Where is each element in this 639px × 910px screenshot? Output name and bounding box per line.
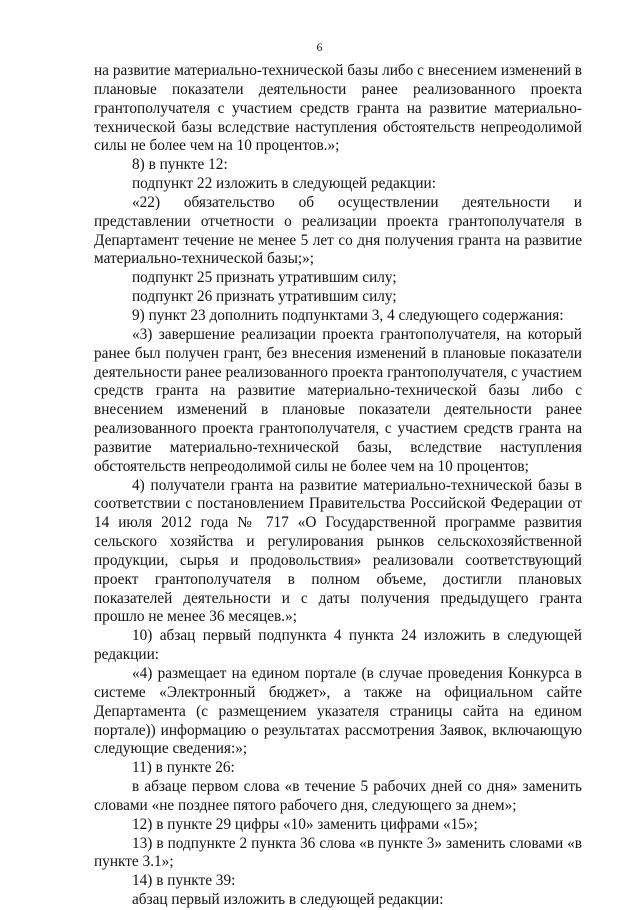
paragraph: 11) в пункте 26: [132, 759, 235, 777]
paragraph: 14) в пункте 39: [132, 872, 236, 890]
paragraph: 4) получатели гранта на развитие материально-технической базы в соответствии с постановлением Правительства Российской Федерации от 14 июля 2012 года № 717 «О Государственной программе развития сельского хозяйства и регулирования рынков сельскохозяйственной продукции, сырья и продовольствия» реализовали соответствующий проект грантополучателя в полном объеме, достигли плановых показателей деятельности и с даты получения предыдущего гранта прошло не менее 36 месяцев.»; [94, 476, 582, 626]
paragraph: «22) обязательство об осуществлении деятельности и представлении отчетности о реализации проекта грантополучателя в Департамент течение не менее 5 лет со дня получения гранта на развитие материально-технической базы;»; [94, 193, 582, 268]
paragraph: 8) в пункте 12: [132, 156, 228, 174]
paragraph: подпункт 22 изложить в следующей редакции: [132, 175, 436, 193]
paragraph: 10) абзац первый подпункта 4 пункта 24 изложить в следующей редакции: [94, 627, 582, 664]
paragraph: 13) в подпункте 2 пункта 36 слова «в пункте 3» заменить словами «в пункте 3.1»; [94, 834, 582, 871]
paragraph: «3) завершение реализации проекта грантополучателя, на который ранее был получен грант, без внесения изменений в плановые показатели деятельности ранее реализованного проекта грантополучателя, с участием средств гранта на развитие материально-технической базы либо с внесением изменений в плановые показатели деятельности ранее реализованного проекта грантополучателя, с участием средств гранта на развитие материально-технической базы, вследствие наступления обстоятельств непреодолимой силы не более чем на 10 процентов; [94, 325, 582, 475]
paragraph: 9) пункт 23 дополнить подпунктами 3, 4 следующего содержания: [132, 306, 564, 324]
paragraph: в абзаце первом слова «в течение 5 рабочих дней со дня» заменить словами «не позднее пятого рабочего дня, следующего за днем»; [94, 778, 582, 814]
page-number: 6 [316, 40, 323, 54]
paragraph: подпункт 25 признать утратившим силу; [132, 269, 397, 287]
paragraph: абзац первый изложить в следующей редакции: [132, 891, 444, 909]
paragraph: подпункт 26 признать утратившим силу; [132, 288, 397, 306]
paragraph: 12) в пункте 29 цифры «10» заменить цифрами «15»; [132, 815, 478, 833]
document-body [94, 62, 582, 910]
paragraph: «4) размещает на едином портале (в случае проведения Конкурса в системе «Электронный бюджет», а также на официальном сайте Департамента (с размещением указателя страницы сайта на едином портале)) информацию о результатах рассмотрения Заявок, включающую следующие сведения:»; [94, 665, 582, 758]
paragraph: на развитие материально-технической базы либо с внесением изменений в плановые показатели деятельности ранее реализованного проекта грантополучателя с участием средств гранта на развитие материально-технической базы вследствие наступления обстоятельств непреодолимой силы не более чем на 10 процентов.»; [94, 62, 582, 155]
